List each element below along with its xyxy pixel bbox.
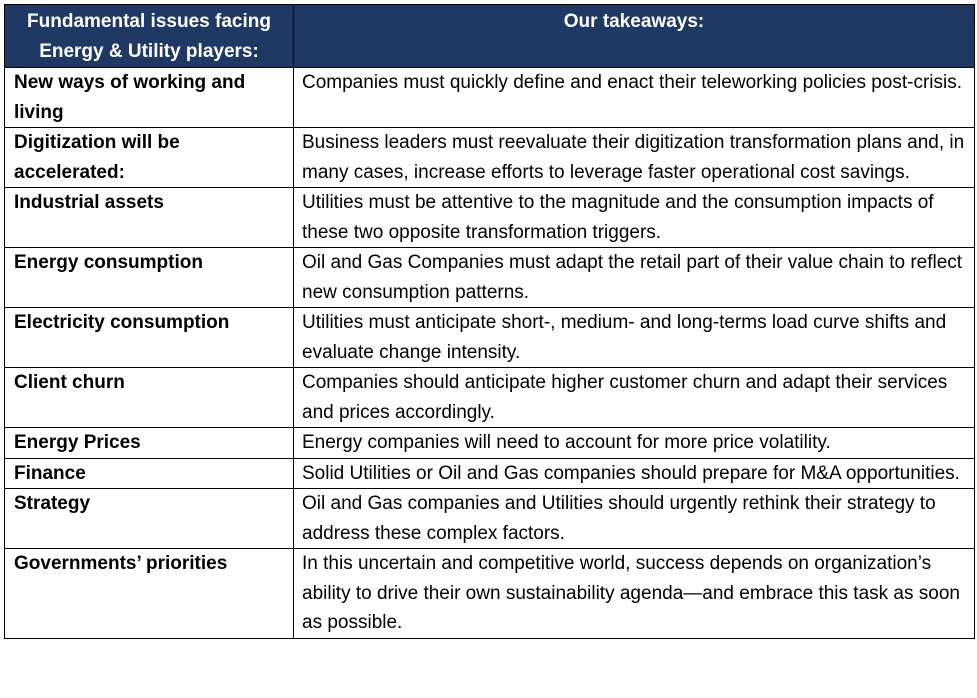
header-takeaways: Our takeaways:	[294, 5, 975, 68]
issue-cell: Client churn	[5, 368, 294, 428]
issue-cell: Industrial assets	[5, 188, 294, 248]
issue-cell: Finance	[5, 458, 294, 489]
table-header-row	[5, 5, 975, 68]
takeaway-cell: Solid Utilities or Oil and Gas companies should prepare for M&A opportunities.	[294, 458, 975, 489]
takeaway-cell: In this uncertain and competitive world, success depends on organization’s ability to drive their own sustainability agenda—and embrace this task as soon as possible.	[294, 549, 975, 639]
takeaway-cell: Companies should anticipate higher customer churn and adapt their services and prices accordingly.	[294, 368, 975, 428]
takeaway-cell: Companies must quickly define and enact their teleworking policies post-crisis.	[294, 68, 975, 128]
table-row	[5, 489, 975, 549]
issue-cell: Strategy	[5, 489, 294, 549]
table-row	[5, 188, 975, 248]
table-row	[5, 368, 975, 428]
table-row	[5, 308, 975, 368]
issue-cell: Electricity consumption	[5, 308, 294, 368]
takeaway-cell: Energy companies will need to account for more price volatility.	[294, 428, 975, 459]
issue-cell: Digitization will be accelerated:	[5, 128, 294, 188]
issue-cell: Governments’ priorities	[5, 549, 294, 639]
takeaway-cell: Oil and Gas Companies must adapt the retail part of their value chain to reflect new consumption patterns.	[294, 248, 975, 308]
table-row	[5, 68, 975, 128]
takeaway-cell: Business leaders must reevaluate their digitization transformation plans and, in many cases, increase efforts to leverage faster operational cost savings.	[294, 128, 975, 188]
issue-cell: New ways of working and living	[5, 68, 294, 128]
table-row	[5, 428, 975, 459]
table-row	[5, 549, 975, 639]
table-row	[5, 128, 975, 188]
issue-cell: Energy Prices	[5, 428, 294, 459]
table-row	[5, 458, 975, 489]
issue-cell: Energy consumption	[5, 248, 294, 308]
takeaway-cell: Oil and Gas companies and Utilities should urgently rethink their strategy to address these complex factors.	[294, 489, 975, 549]
table-row	[5, 248, 975, 308]
header-issues: Fundamental issues facing Energy & Utility players:	[5, 5, 294, 68]
takeaway-cell: Utilities must anticipate short-, medium- and long-terms load curve shifts and evaluate change intensity.	[294, 308, 975, 368]
takeaway-cell: Utilities must be attentive to the magnitude and the consumption impacts of these two opposite transformation triggers.	[294, 188, 975, 248]
takeaways-table	[4, 4, 975, 639]
